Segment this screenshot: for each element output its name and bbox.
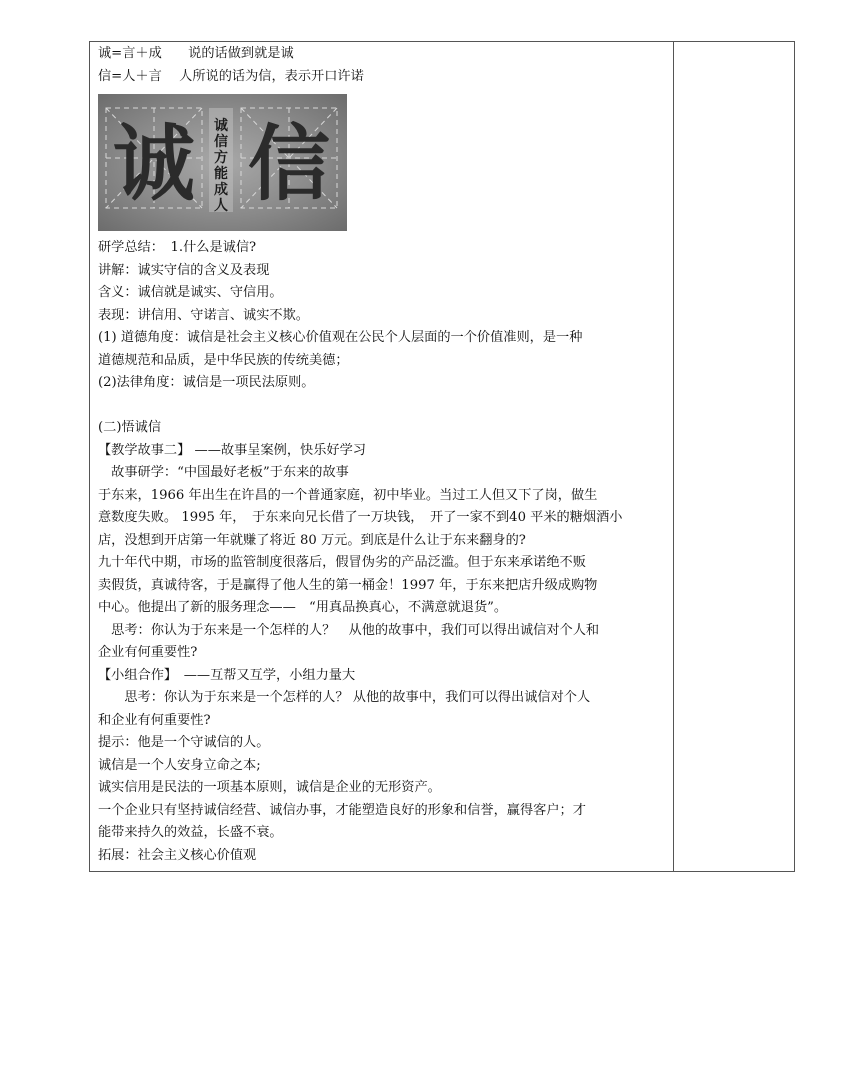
chengxin-illustration: [98, 94, 347, 231]
vertical-char: 方: [214, 150, 228, 166]
text-line: 表现：讲信用、守诺言、诚实不欺。: [98, 307, 309, 323]
chengxin-image: [98, 94, 347, 231]
section-heading: (二)悟诚信: [98, 420, 162, 435]
vertical-char: 成: [214, 182, 228, 198]
big-char-left: 诚: [112, 116, 196, 212]
text-line: 思考：你认为于东来是一个怎样的人？ 从他的故事中，我们可以得出诚信对个人: [98, 690, 591, 705]
text-line: 拓展：社会主义核心价值观: [98, 847, 257, 863]
column-divider: [673, 42, 674, 871]
text-line: 诚=言＋成 说的话做到就是诚: [98, 46, 294, 61]
text-line: 九十年代中期，市场的监管制度很落后，假冒伪劣的产品泛滥。但于东来承诺绝不贩: [98, 555, 586, 570]
vertical-char: 诚: [214, 118, 228, 134]
text-line: 意数度失败。 1995 年， 于东来向兄长借了一万块钱， 开了一家不到40 平米的糖烟酒小: [98, 510, 623, 525]
vertical-char: 人: [214, 198, 228, 214]
content-column: [98, 43, 668, 867]
text-line: 诚信是一个人安身立命之本;: [98, 757, 261, 773]
text-line: 一个企业只有坚持诚信经营、诚信办事，才能塑造良好的形象和信誉，赢得客户；才: [98, 802, 586, 818]
text-line: 道德规范和品质，是中华民族的传统美德；: [98, 352, 349, 368]
text-line: 能带来持久的效益，长盛不衰。: [98, 825, 283, 840]
text-line: 研学总结： 1.什么是诚信?: [98, 240, 257, 255]
vertical-char: 能: [214, 166, 228, 182]
text-line: 思考：你认为于东来是一个怎样的人？ 从他的故事中，我们可以得出诚信对个人和: [98, 622, 600, 638]
vertical-char: 信: [214, 134, 228, 150]
text-line: 于东来，1966 年出生在许昌的一个普通家庭，初中毕业。当过工人但又下了岗，做生: [98, 487, 598, 503]
lesson-table: [89, 41, 795, 872]
text-line: 信=人＋言 人所说的话为信，表示开口许诺: [98, 68, 364, 84]
text-line: 企业有何重要性?: [98, 645, 198, 660]
text-line: 中心。他提出了新的服务理念—— “用真品换真心，不满意就退货”。: [98, 600, 508, 615]
blank-line: [98, 395, 668, 418]
text-line: 卖假货，真诚待客，于是赢得了他人生的第一桶金！1997 年，于东来把店升级成购物: [98, 577, 598, 593]
text-line: 店，没想到开店第一年就赚了将近 80 万元。到底是什么让于东来翻身的?: [98, 532, 526, 548]
big-char-right: 信: [247, 116, 331, 212]
text-line: 【教学故事二】 ——故事呈案例，快乐好学习: [98, 442, 366, 458]
text-line: (1) 道德角度：诚信是社会主义核心价值观在公民个人层面的一个价值准则，是一种: [98, 330, 583, 345]
text-line: 诚实信用是民法的一项基本原则，诚信是企业的无形资产。: [98, 780, 441, 795]
text-line: 含义：诚信就是诚实、守信用。: [98, 285, 283, 300]
text-line: (2)法律角度：诚信是一项民法原则。: [98, 375, 315, 390]
text-line: 提示：他是一个守诚信的人。: [98, 735, 270, 750]
text-line: 【小组合作】 ——互帮又互学，小组力量大: [98, 667, 356, 683]
text-line: 和企业有何重要性?: [98, 712, 211, 728]
text-line: 故事研学：“中国最好老板”于东来的故事: [98, 465, 349, 480]
text-line: 讲解：诚实守信的含义及表现: [98, 262, 270, 278]
